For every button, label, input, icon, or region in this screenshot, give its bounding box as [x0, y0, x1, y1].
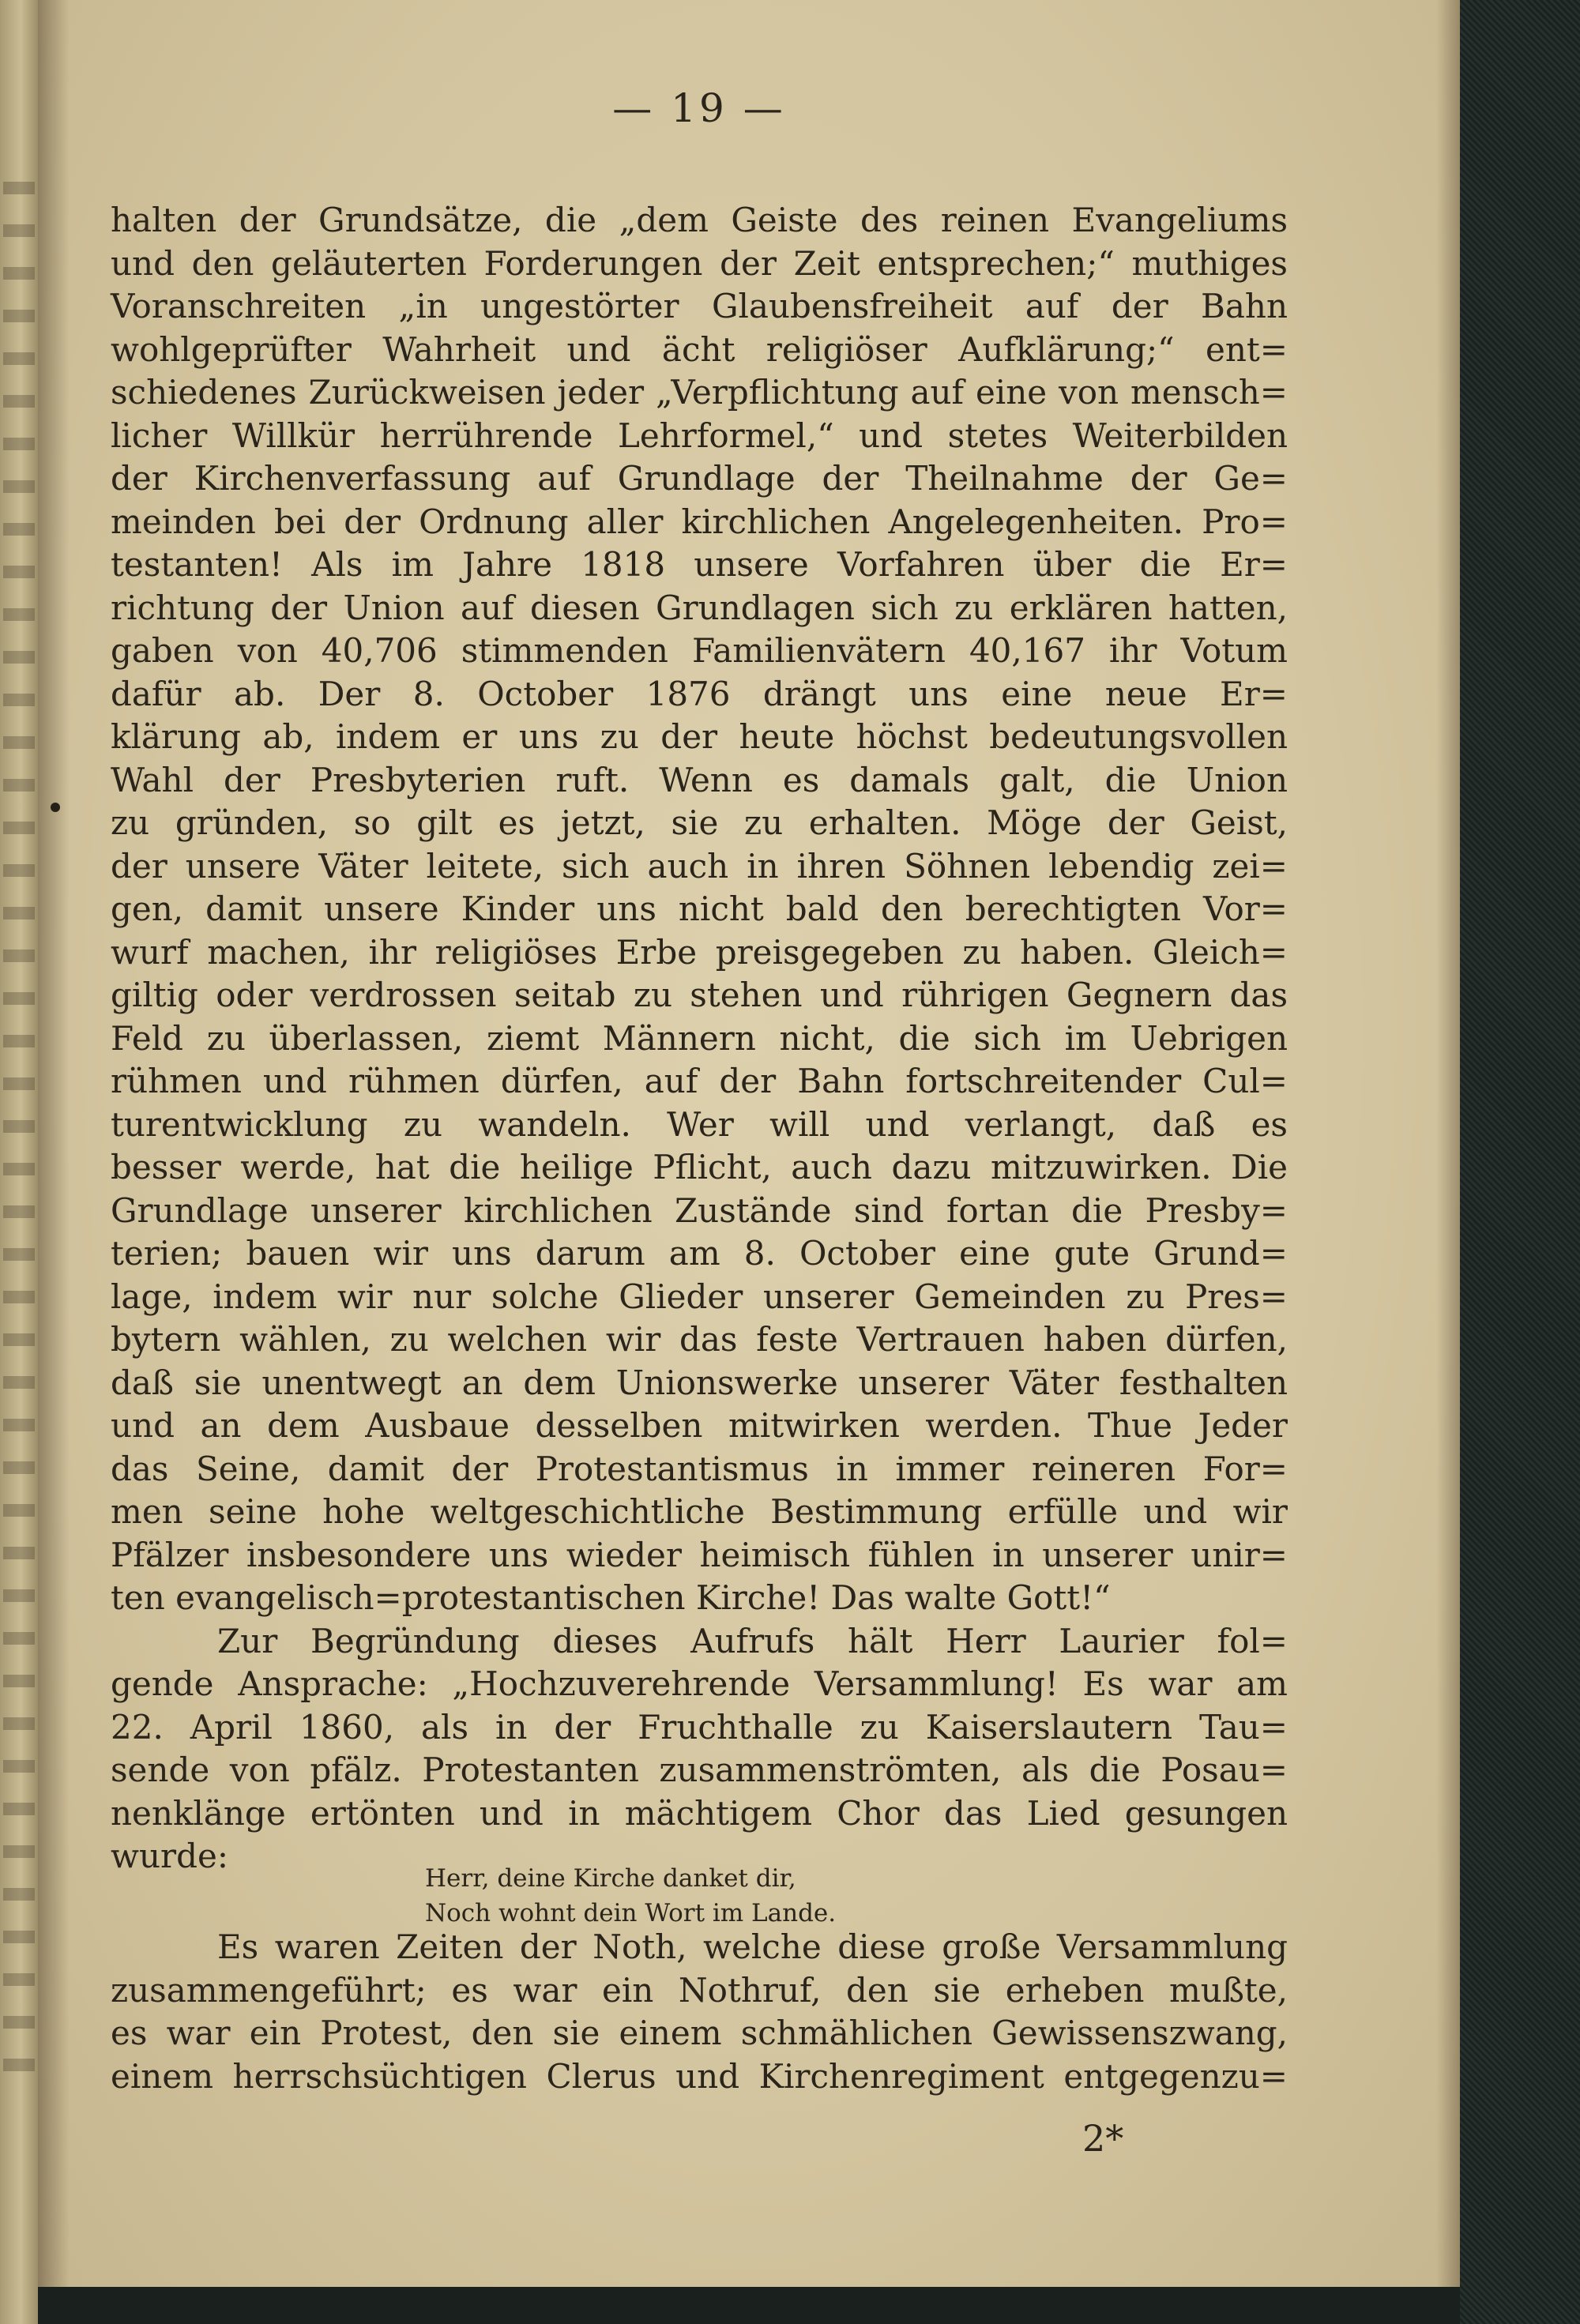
text-line: rühmen und rühmen dürfen, auf der Bahn fortschreitender Cul=: [111, 1062, 1288, 1100]
text-line: gende Ansprache: „Hochzuverehrende Versammlung! Es war am: [111, 1664, 1288, 1703]
text-line: halten der Grundsätze, die „dem Geiste des reinen Evangeliums: [111, 201, 1288, 239]
text-line: turentwicklung zu wandeln. Wer will und verlangt, daß es: [111, 1104, 1288, 1144]
text-line: testanten! Als im Jahre 1818 unsere Vorfahren über die Er=: [111, 545, 1288, 584]
previous-page-edge: [0, 0, 38, 2324]
text-line: 22. April 1860, als in der Fruchthalle zu Kaiserslautern Tau=: [111, 1707, 1288, 1747]
text-line: licher Willkür herrührende Lehrformel,“ und stetes Weiterbilden: [111, 416, 1288, 455]
text-line: Pfälzer insbesondere uns wieder heimisch fühlen in unserer unir=: [111, 1535, 1288, 1574]
text-line: und den geläuterten Forderungen der Zeit entsprechen;“ muthiges: [111, 243, 1288, 283]
text-line: wurde:: [111, 1837, 228, 1875]
hymn-line: Herr, deine Kirche danket dir,: [425, 1864, 796, 1893]
text-line: dafür ab. Der 8. October 1876 drängt uns eine neue Er=: [111, 674, 1288, 713]
text-line: ten evangelisch=protestantischen Kirche! Das walte Gott!“: [111, 1578, 1111, 1617]
text-line: Feld zu überlassen, ziemt Männern nicht, die sich im Uebrigen: [111, 1018, 1288, 1058]
text-line: Es waren Zeiten der Noth, welche diese große Versammlung: [217, 1927, 1288, 1966]
body-text: [111, 199, 1288, 1878]
text-line: richtung der Union auf diesen Grundlagen sich zu erklären hatten,: [111, 588, 1288, 627]
book-bottom-edge: [38, 2287, 1460, 2324]
text-line: bytern wählen, zu welchen wir das feste Vertrauen haben dürfen,: [111, 1320, 1288, 1359]
text-line: klärung ab, indem er uns zu der heute höchst bedeutungsvollen: [111, 717, 1288, 756]
page-gutter-shadow: [38, 0, 70, 2287]
text-line: der unsere Väter leitete, sich auch in ihren Söhnen lebendig zei=: [111, 846, 1288, 886]
text-line: daß sie unentwegt an dem Unionswerke unserer Väter festhalten: [111, 1363, 1288, 1402]
body-text-continued: [111, 1926, 1288, 2098]
text-line: und an dem Ausbaue desselben mitwirken werden. Thue Jeder: [111, 1406, 1288, 1445]
previous-page-text-fragments: [3, 182, 35, 2078]
page-edge-shadow: [1436, 0, 1460, 2287]
text-line: meinden bei der Ordnung aller kirchlichen Angelegenheiten. Pro=: [111, 502, 1288, 541]
text-line: zu gründen, so gilt es jetzt, sie zu erhalten. Möge der Geist,: [111, 803, 1288, 842]
text-line: wurf machen, ihr religiöses Erbe preisgegeben zu haben. Gleich=: [111, 932, 1288, 972]
text-line: Wahl der Presbyterien ruft. Wenn es damals galt, die Union: [111, 760, 1288, 799]
text-line: Voranschreiten „in ungestörter Glaubensfreiheit auf der Bahn: [111, 287, 1288, 325]
text-line: besser werde, hat die heilige Pflicht, auch dazu mitzuwirken. Die: [111, 1148, 1288, 1186]
text-line: gaben von 40,706 stimmenden Familienvätern 40,167 ihr Votum: [111, 631, 1288, 670]
text-line: das Seine, damit der Protestantismus in immer reineren For=: [111, 1449, 1288, 1488]
text-line: Grundlage unserer kirchlichen Zustände sind fortan die Presby=: [111, 1190, 1288, 1230]
text-line: giltig oder verdrossen seitab zu stehen und rührigen Gegnern das: [111, 976, 1288, 1014]
text-line: es war ein Protest, den sie einem schmählichen Gewissenszwang,: [111, 2014, 1288, 2052]
text-line: lage, indem wir nur solche Glieder unserer Gemeinden zu Pres=: [111, 1277, 1288, 1316]
text-line: Zur Begründung dieses Aufrufs hält Herr Laurier fol=: [217, 1621, 1288, 1660]
text-line: wohlgeprüfter Wahrheit und ächt religiöser Aufklärung;“ ent=: [111, 329, 1288, 369]
text-line: nenklänge ertönten und in mächtigem Chor das Lied gesungen: [111, 1793, 1288, 1833]
text-line: gen, damit unsere Kinder uns nicht bald den berechtigten Vor=: [111, 889, 1288, 928]
text-line: zusammengeführt; es war ein Nothruf, den sie erheben mußte,: [111, 1970, 1288, 2010]
book-cover: [1460, 0, 1580, 2324]
signature-mark: 2*: [1082, 2117, 1124, 2160]
text-line: der Kirchenverfassung auf Grundlage der Theilnahme der Ge=: [111, 459, 1288, 498]
page-number: — 19 —: [612, 85, 786, 131]
text-line: einem herrschsüchtigen Clerus und Kirchenregiment entgegenzu=: [111, 2056, 1288, 2096]
text-line: schiedenes Zurückweisen jeder „Verpflichtung auf eine von mensch=: [111, 373, 1288, 412]
hymn-line: Noch wohnt dein Wort im Lande.: [425, 1899, 837, 1927]
margin-mark: [51, 803, 60, 812]
hymn-quote: [111, 1861, 1288, 1931]
text-line: terien; bauen wir uns darum am 8. October eine gute Grund=: [111, 1234, 1288, 1273]
text-line: men seine hohe weltgeschichtliche Bestimmung erfülle und wir: [111, 1492, 1288, 1531]
text-line: sende von pfälz. Protestanten zusammenströmten, als die Posau=: [111, 1751, 1288, 1789]
